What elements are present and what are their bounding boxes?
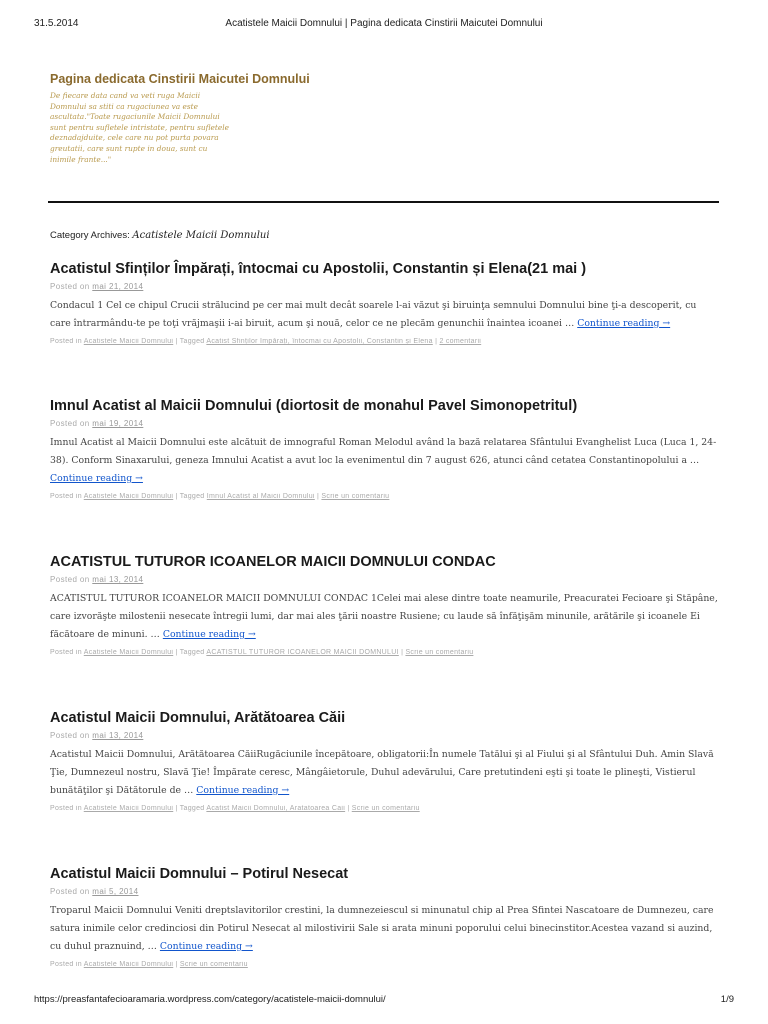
tagged-label: | Tagged [175,493,205,500]
tags-link[interactable]: Acatist Sfinților Împărați, întocmai cu Apostolii, Constantin și Elena [206,338,433,345]
post-footer-meta [50,805,720,812]
excerpt-text: Imnul Acatist al Maicii Domnului este alcătuit de imnograful Roman Melodul având la bază relatarea Sfântului Evanghelist Luca (Luca 1, 24-38). Conform Sinaxarului, geneza Imnului Acatist a avut loc la evenimentul din 7 august 626, atunci când cetatea Constantinopolului a … [50,437,717,466]
site-title-link[interactable]: Pagina dedicata Cinstirii Maicutei Domnului [50,72,310,86]
excerpt-text: Acatistul Maicii Domnului, Arătătoarea CăiiRugăciunile începătoare, obligatorii:În numele Tatălui şi al Fiului şi al Sfântului Duh. Amin Slavă Ţie, Dumnezeul nostru, Slavă Ţie! Împărate ceresc, Mângâietorule, Duhul adevărului, Care pretutindeni eşti şi toate le plineşti, Vistierul bunătăţilor şi Dătătorule de … [50,749,714,796]
separator: | [435,338,438,345]
continue-reading-link[interactable]: Continue reading → [196,785,290,796]
posted-in-label: Posted in [50,493,82,500]
post-date-link[interactable]: mai 13, 2014 [92,575,144,584]
posted-on-label: Posted on [50,575,90,584]
post-title-link[interactable]: Imnul Acatist al Maicii Domnului (diortosit de monahul Pavel Simonopetritul) [50,398,578,414]
posted-in-label: Posted in [50,338,82,345]
posted-on-label: Posted on [50,731,90,740]
site-description: De fiecare data cand va veti ruga Maicii Domnului sa stiti ca rugaciunea va este ascultata."Toate rugaciunile Maicii Domnului sunt pentru sufletele intristate, pentru sufletele deznadajduite, cele care nu pot purta povara greutatii, care sunt rupte in doua, sunt cu inimile frante..." [50,91,230,164]
tagged-label: | Tagged [175,805,205,812]
excerpt-text: Troparul Maicii Domnului Veniti dreptslavitorilor crestini, la dumnezeiescul si minunatul chip al Prea Sfintei Nascatoare de Dumnezeu, care satura inimile celor credinciosi din Potirul Nesecat al milostivirii Sale si arata minuni poporului celui binecinstitor.Acestea vazand si auzind, cu duhul praznuind, … [50,905,714,952]
post-date-meta [50,887,720,896]
tags-link[interactable]: Acatist Maicii Domnului, Aratatoarea Caii [206,805,346,812]
posted-in-label: Posted in [50,649,82,656]
print-url: https://preasfantafecioaramaria.wordpress.com/category/acatistele-maicii-domnului/ [34,994,386,1005]
excerpt-text: Condacul 1 Cel ce chipul Crucii strălucind pe cer mai mult decât soarele l-ai văzut şi biruinţa semnului Domnului bine ţi-a descoperit, cu care întrarmându-te pe toţi vrăjmaşii i-ai biruit, acum şi nouă, celor ce ne plecăm genunchii înaintea icoanei … [50,300,697,329]
post-date-link[interactable]: mai 19, 2014 [92,419,144,428]
post-date-meta [50,419,720,428]
tagged-label: | Tagged [175,338,205,345]
posted-in-label: Posted in [50,961,82,968]
category-link[interactable]: Acatistele Maicii Domnului [83,649,174,656]
archive-prefix: Category Archives: [50,230,130,241]
archive-category: Acatistele Maicii Domnului [132,230,270,241]
comments-link[interactable]: Scrie un comentariu [405,649,474,656]
category-link[interactable]: Acatistele Maicii Domnului [83,961,174,968]
post [50,709,720,812]
excerpt-text: ACATISTUL TUTUROR ICOANELOR MAICII DOMNULUI CONDAC 1Celei mai alese dintre toate neamurile, Preacuratei Fecioare şi Stăpâne, care izvorăşte milostenii nesecate întregii lumi, dar mai ales ţării noastre Rusiene; cu laude să înfăţişăm minunile, arătările şi icoanele Ei făcătoare de minuni. … [50,593,718,640]
separator: | [401,649,404,656]
separator: | [317,493,320,500]
post [50,553,720,656]
tags-link[interactable]: Imnul Acatist al Maicii Domnului [206,493,315,500]
post-date-link[interactable]: mai 5, 2014 [92,887,139,896]
comments-link[interactable]: Scrie un comentariu [321,493,390,500]
post [50,397,720,500]
post [50,260,720,345]
posted-in-label: Posted in [50,805,82,812]
post-excerpt [50,746,720,800]
post-title-link[interactable]: Acatistul Maicii Domnului, Arătătoarea Căii [50,710,346,726]
category-link[interactable]: Acatistele Maicii Domnului [83,338,174,345]
separator: | [175,961,178,968]
post-title-link[interactable]: Acatistul Sfinților Împărați, întocmai cu Apostolii, Constantin și Elena(21 mai ) [50,261,587,277]
print-page-title: Acatistele Maicii Domnului | Pagina dedicata Cinstirii Maicutei Domnului [225,18,543,29]
archive-title [50,230,270,241]
header-divider [48,201,719,203]
category-link[interactable]: Acatistele Maicii Domnului [83,805,174,812]
category-link[interactable]: Acatistele Maicii Domnului [83,493,174,500]
continue-reading-link[interactable]: Continue reading → [162,629,256,640]
comments-link[interactable]: 2 comentarii [439,338,482,345]
post-footer-meta [50,961,720,968]
separator: | [347,805,350,812]
post-date-meta [50,575,720,584]
continue-reading-link[interactable]: Continue reading → [159,941,253,952]
continue-reading-link[interactable]: Continue reading → [577,318,671,329]
post-date-link[interactable]: mai 21, 2014 [92,282,144,291]
posted-on-label: Posted on [50,419,90,428]
print-page-number: 1/9 [720,994,734,1005]
posted-on-label: Posted on [50,282,90,291]
continue-reading-link[interactable]: Continue reading → [50,473,143,484]
post-footer-meta [50,649,720,656]
posted-on-label: Posted on [50,887,90,896]
post-footer-meta [50,338,720,345]
post-title-link[interactable]: ACATISTUL TUTUROR ICOANELOR MAICII DOMNULUI CONDAC [50,554,496,570]
post [50,865,720,968]
tags-link[interactable]: ACATISTUL TUTUROR ICOANELOR MAICII DOMNULUI [206,649,399,656]
post-date-link[interactable]: mai 13, 2014 [92,731,144,740]
post-excerpt [50,590,720,644]
post-excerpt [50,902,720,956]
print-header [34,18,734,32]
post-excerpt [50,297,720,333]
post-excerpt [50,434,720,488]
post-title-link[interactable]: Acatistul Maicii Domnului – Potirul Nesecat [50,866,349,882]
post-date-meta [50,731,720,740]
comments-link[interactable]: Scrie un comentariu [351,805,420,812]
print-date: 31.5.2014 [34,18,79,29]
post-footer-meta [50,493,720,500]
tagged-label: | Tagged [175,649,205,656]
post-date-meta [50,282,720,291]
comments-link[interactable]: Scrie un comentariu [179,961,248,968]
